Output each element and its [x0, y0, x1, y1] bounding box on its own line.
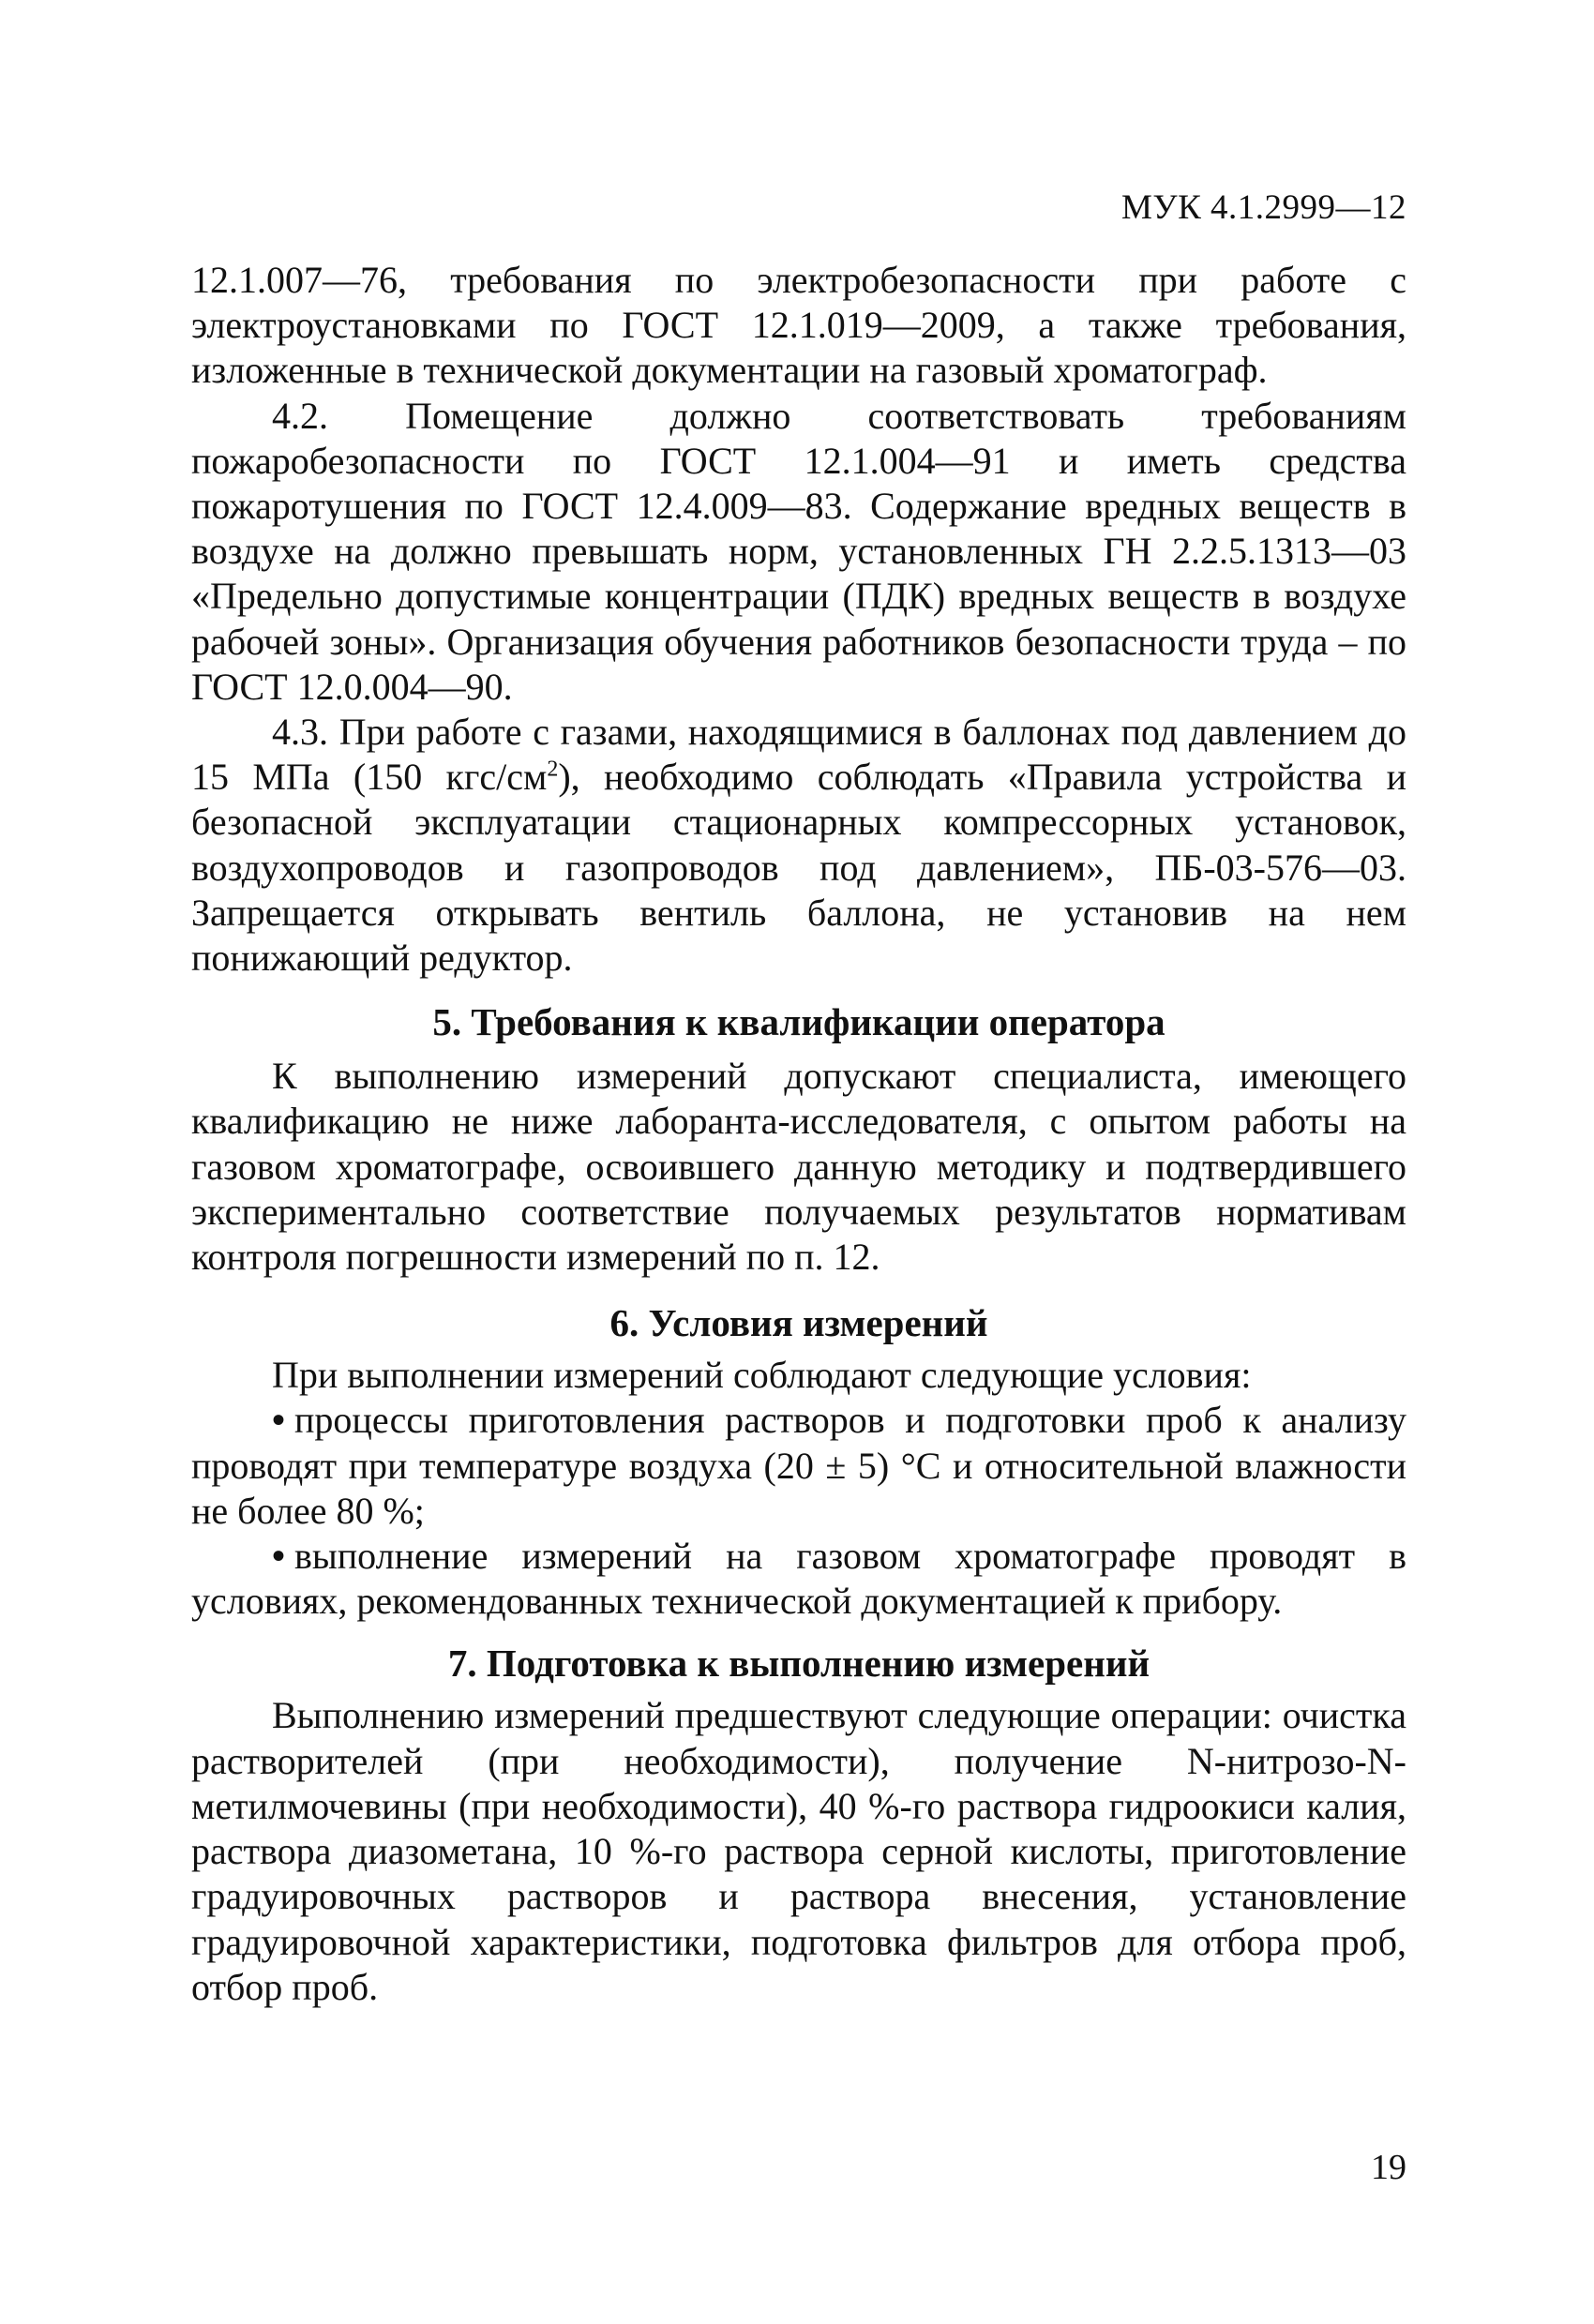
section-5-paragraph: К выполнению измерений допускают специалиста, имеющего квалификацию не ниже лаборанта-исследователя, с опытом работы на газовом хроматографе, освоившего данную методику и подтвердившего экспериментально соответствие получаемых результатов нормативам контроля погрешности измерений по п. 12.: [191, 1055, 1406, 1279]
bullet-icon: •: [272, 1535, 286, 1578]
continuation-paragraph: 12.1.007—76, требования по электробезопасности при работе с электроустановками по ГОСТ 12.1.019—2009, а также требования, изложенные в технической документации на газовый хроматограф.: [191, 259, 1406, 392]
section-6-bullet-2: [191, 1534, 1406, 1624]
bullet-2-text: выполнение измерений на газовом хроматографе проводят в условиях, рекомендованных технической документацией к прибору.: [191, 1535, 1406, 1623]
clause-4-3-paragraph: [191, 710, 1406, 981]
section-6-intro: При выполнении измерений соблюдают следующие условия:: [272, 1354, 1252, 1397]
page-content: [191, 258, 1406, 2010]
section-7-heading: 7. Подготовка к выполнению измерений: [447, 1642, 1150, 1686]
clause-4-3-text-start: 4.3. При работе с газами, находящимися в баллонах под давлением до 15 МПа (150 кгс/см: [191, 711, 1406, 799]
section-6-heading: 6. Условия измерений: [609, 1301, 988, 1345]
clause-4-2-paragraph: 4.2. Помещение должно соответствовать требованиям пожаробезопасности по ГОСТ 12.1.004—91 и иметь средства пожаротушения по ГОСТ 12.4.009—83. Содержание вредных веществ в воздухе на должно превышать норм, установленных ГН 2.2.5.1313—03 «Предельно допустимые концентрации (ПДК) вредных веществ в воздухе рабочей зоны». Организация обучения работников безопасности труда – по ГОСТ 12.0.004—90.: [191, 394, 1406, 708]
page-number: 19: [1371, 2148, 1406, 2187]
section-6-bullet-1: [191, 1398, 1406, 1534]
superscript-exponent: 2: [547, 757, 559, 782]
section-5-heading: 5. Требования к квалификации оператора: [432, 1000, 1165, 1044]
bullet-icon: •: [272, 1399, 286, 1442]
document-code-header: МУК 4.1.2999—12: [1120, 188, 1406, 227]
section-7-paragraph: Выполнению измерений предшествуют следующие операции: очистка растворителей (при необходимости), получение N-нитрозо-N-метилмочевины (при необходимости), 40 %-го раствора гидроокиси калия, раствора диазометана, 10 %-го раствора серной кислоты, приготовление градуировочных растворов и раствора внесения, установление градуировочной характеристики, подготовка фильтров для отбора проб, отбор проб.: [191, 1694, 1406, 2008]
clause-4-3-text-end: ), необходимо соблюдать «Правила устройства и безопасной эксплуатации стационарных компрессорных установок, воздухопроводов и газопроводов под давлением», ПБ-03-576—03. Запрещается открывать вентиль баллона, не установив на нем понижающий редуктор.: [191, 756, 1406, 980]
bullet-1-text: процессы приготовления растворов и подготовки проб к анализу проводят при температуре воздуха (20 ± 5) °С и относительной влажности не более 80 %;: [191, 1399, 1406, 1532]
